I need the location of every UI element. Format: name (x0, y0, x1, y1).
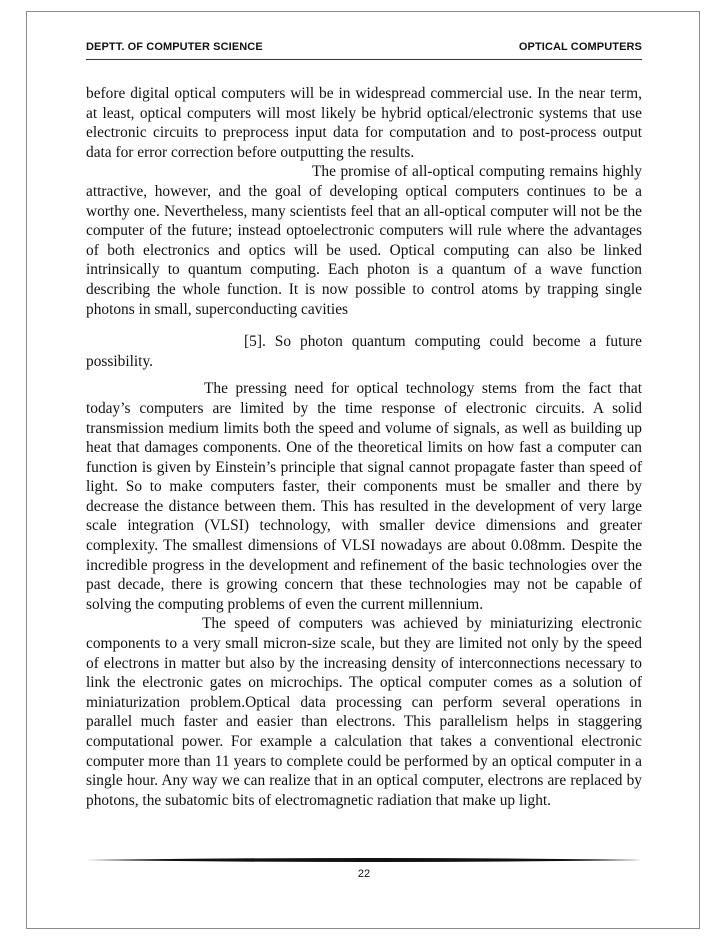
header-topic: OPTICAL COMPUTERS (518, 41, 642, 53)
document-body (86, 84, 642, 810)
page-header (86, 41, 642, 60)
paragraph: before digital optical computers will be in widespread commercial use. In the near term, at least, optical computers will most likely be hybrid optical/electronic systems that use electronic circuits to preprocess input data for computation and to post-process output data for error correction before outputting the results. (86, 85, 642, 161)
page-number: 22 (357, 868, 371, 880)
paragraph: [5]. So photon quantum computing could become a future possibility. (86, 333, 642, 370)
paragraph: The promise of all-optical computing remains highly attractive, however, and the goal of developing optical computers continues to be a worthy one. Nevertheless, many scientists feel that an all-optical computer will not be the computer of the future; instead optoelectronic computers will rule where the advantages of both electronics and optics will be used. Optical computing can also be linked intrinsically to quantum computing. Each photon is a quantum of a wave function describing the whole function. It is now possible to control atoms by trapping single photons in small, superconducting cavities (86, 163, 642, 318)
header-department: DEPTT. OF COMPUTER SCIENCE (86, 41, 263, 53)
paragraph: The speed of computers was achieved by miniaturizing electronic components to a very small micron-size scale, but they are limited not only by the speed of electrons in matter but also by the increasing density of interconnections necessary to link the electronic gates on microchips. The optical computer comes as a solution of miniaturization problem.Optical data processing can perform several operations in parallel much faster and easier than electrons. This parallelism helps in staggering computational power. For example a calculation that takes a conventional electronic computer more than 11 years to complete could be performed by an optical computer in a single hour. Any way we can realize that in an optical computer, electrons are replaced by photons, the subatomic bits of electromagnetic radiation that make up light. (86, 615, 642, 809)
footer-rule (86, 855, 642, 865)
paragraph: The pressing need for optical technology stems from the fact that today’s computers are limited by the time response of electronic circuits. A solid transmission medium limits both the speed and volume of signals, as well as building up heat that damages components. One of the theoretical limits on how fast a computer can function is given by Einstein’s principle that signal cannot propagate faster than speed of light. So to make computers faster, their components must be smaller and there by decrease the distance between them. This has resulted in the development of very large scale integration (VLSI) technology, with smaller device dimensions and greater complexity. The smallest dimensions of VLSI nowadays are about 0.08mm. Despite the incredible progress in the development and refinement of the basic technologies over the past decade, there is growing concern that these technologies may not be capable of solving the computing problems of even the current millennium. (86, 380, 642, 613)
